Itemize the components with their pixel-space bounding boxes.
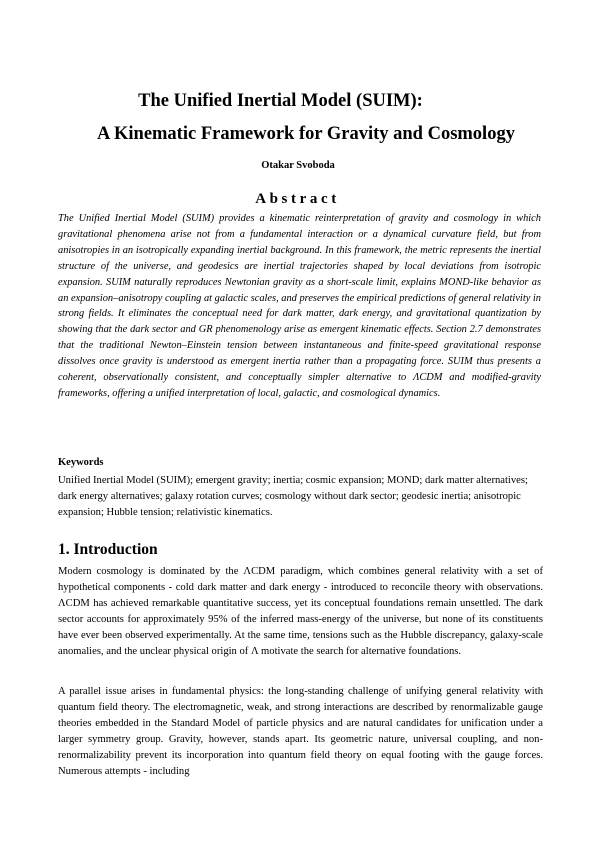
abstract-heading: Abstract (255, 191, 340, 207)
keywords-heading: Keywords (58, 457, 104, 468)
section-heading-introduction: 1. Introduction (58, 541, 158, 558)
introduction-paragraph-2: A parallel issue arises in fundamental physics: the long-standing challenge of unifying general relativity with quantum field theory. The electromagnetic, weak, and strong interactions are described by renormalizable gauge theories embedded in the Standard Model of particle physics and are natural candidates for unification under a larger symmetry group. Gravity, however, stands apart. Its geometric nature, universal coupling, and non-renormalizability prevent its incorporation into quantum field theory on equal footing with the gauge forces. Numerous attempts - including (58, 686, 543, 777)
paper-title-line1: The Unified Inertial Model (SUIM): (138, 91, 423, 111)
keywords-body: Unified Inertial Model (SUIM); emergent gravity; inertia; cosmic expansion; MOND; dark matter alternatives; dark energy alternatives; galaxy rotation curves; cosmology without dark sector; geodesic inertia; anisotropic expansion; Hubble tension; relativistic kinematics. (58, 475, 528, 518)
abstract-body: The Unified Inertial Model (SUIM) provides a kinematic reinterpretation of gravity and cosmology in which gravitational phenomena arise not from a fundamental interaction or a dynamical curvature field, but from anisotropies in an isotropically expanding inertial background. In this framework, the metric represents the inertial structure of the universe, and geodesics are inertial trajectories shaped by local deviations from isotropic expansion. SUIM naturally reproduces Newtonian gravity as a short-scale limit, explains MOND-like behavior as an expansion–anisotropy coupling at galactic scales, and preserves the empirical predictions of general relativity in strong fields. It eliminates the conceptual need for dark matter, dark energy, and gravitational quantization by showing that the dark sector and GR phenomenology arise as emergent kinematic effects. Section 2.7 demonstrates that the traditional Newton–Einstein tension between instantaneous and finite-speed gravitational response dissolves once gravity is understood as emergent inertia rather than a propagating force. SUIM thus presents a coherent, observationally consistent, and conceptually simpler alternative to ΛCDM and modified-gravity frameworks, offering a unified interpretation of local, galactic, and cosmological dynamics. (58, 213, 541, 399)
author-name: Otakar Svoboda (261, 160, 335, 171)
paper-title-line2: A Kinematic Framework for Gravity and Cosmology (97, 124, 515, 144)
introduction-paragraph-1: Modern cosmology is dominated by the ΛCDM paradigm, which combines general relativity with a set of hypothetical components - cold dark matter and dark energy - introduced to reconcile theory with observations. ΛCDM has achieved remarkable quantitative success, yet its conceptual foundations remain unsettled. The dark sector accounts for approximately 95% of the inferred mass-energy of the universe, but none of its constituents have ever been observed experimentally. At the same time, tensions such as the Hubble discrepancy, galaxy-scale anomalies, and the unclear physical origin of Λ motivate the search for alternative foundations. (58, 566, 543, 657)
